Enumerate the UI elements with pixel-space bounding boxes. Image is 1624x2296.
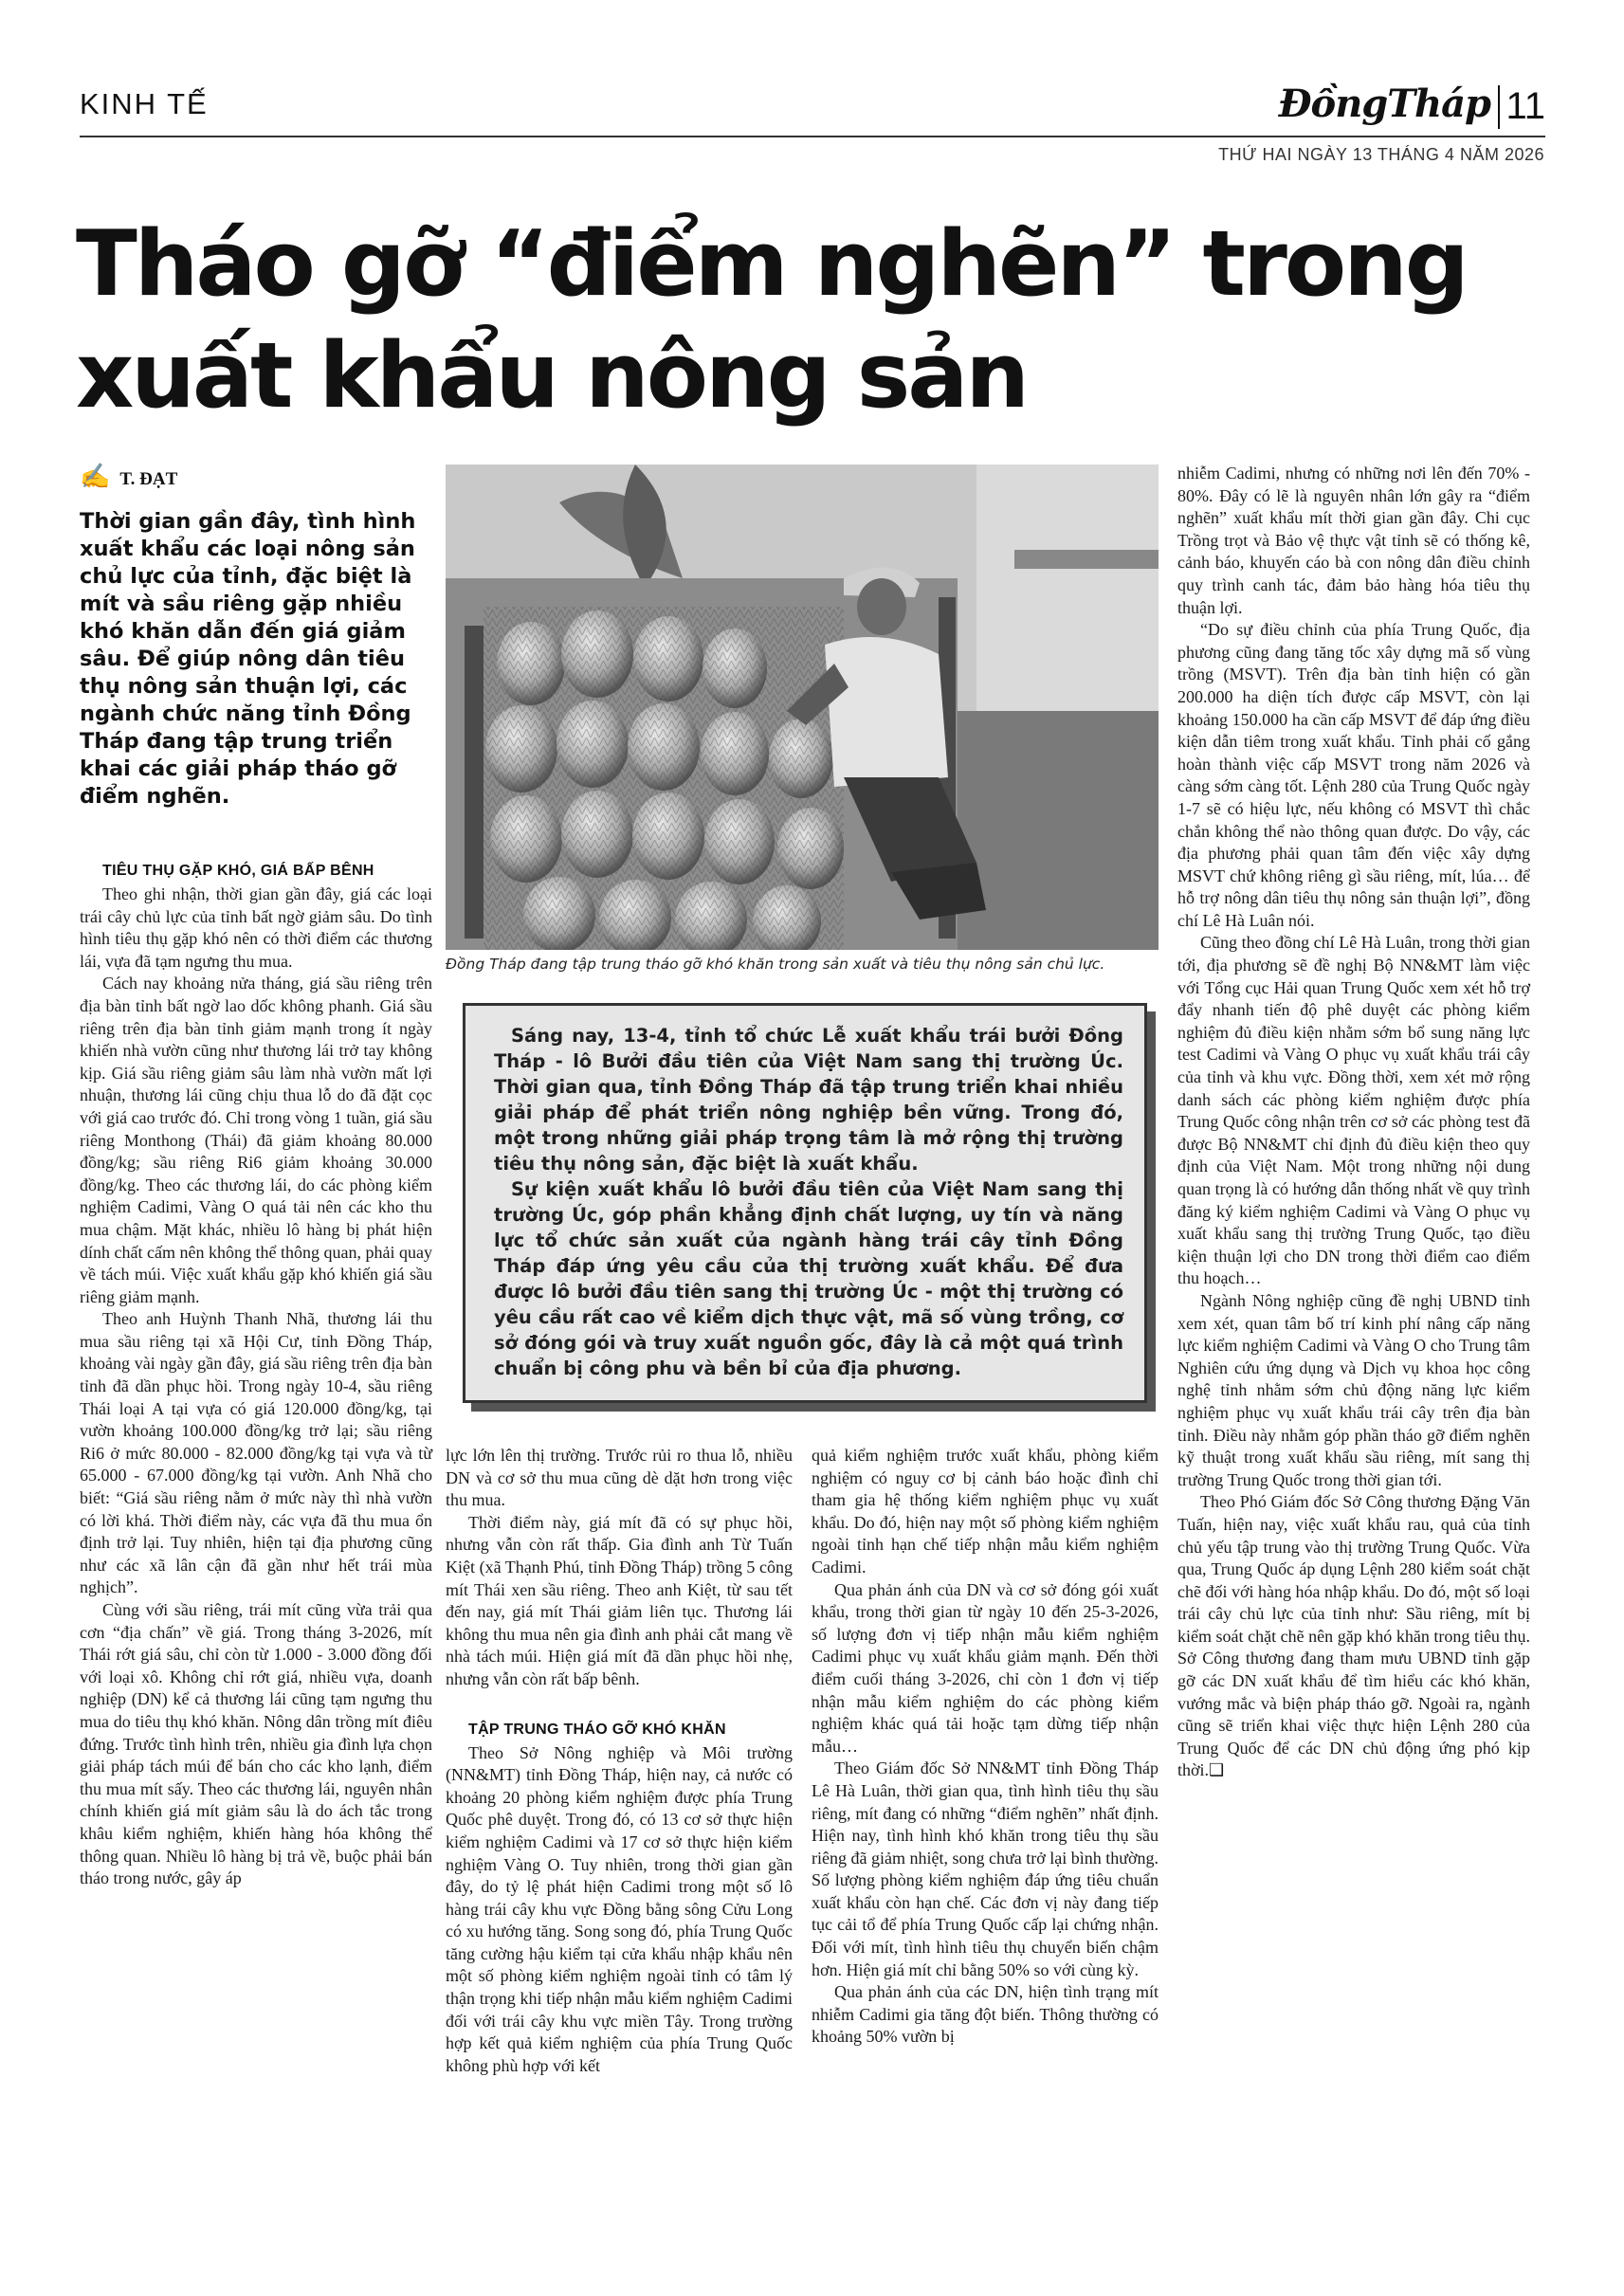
paragraph: Theo Giám đốc Sở NN&MT tỉnh Đồng Tháp Lê Hà Luân, thời gian qua, tình hình tiêu thụ sầu riêng, mít đang có những “điểm nghẽn” nhất định. Hiện nay, tình hình khó khăn trong tiêu thụ sầu riêng đã giảm nhiệt, song chưa trở lại bình thường. Số lượng phòng kiểm nghiệm đáp ứng tiêu chuẩn xuất khẩu còn hạn chế. Các đơn vị này đang tiếp tục cải tổ để phía Trung Quốc cấp lại chứng nhận. Đối với mít, tình hình tiêu thụ chuyển biến chậm hơn. Hiện giá mít chỉ bằng 50% so với cùng kỳ. [812, 1758, 1159, 1979]
article-headline [76, 209, 1555, 432]
highlight-paragraph: Sự kiện xuất khẩu lô bưởi đầu tiên của Việt Nam sang thị trường Úc, góp phần khẳng định chất lượng, uy tín và năng lực tổ chức sản xuất của ngành hàng trái cây tỉnh Đồng Tháp đáp ứng yêu cầu của thị trường xuất khẩu. Để đưa được lô bưởi đầu tiên sang thị trường Úc - một thị trường có yêu cầu rất cao về kiểm dịch thực vật, mã số vùng trồng, cơ sở đóng gói và truy xuất nguồn gốc, đây là cả một quá trình chuẩn bị công phu và bền bỉ của địa phương. [494, 1178, 1123, 1379]
page-number: 11 [1505, 85, 1545, 127]
article-lead: Thời gian gần đây, tình hình xuất khẩu các loại nông sản chủ lực của tỉnh, đặc biệt là mít và sầu riêng gặp nhiều khó khăn dẫn đến giá giảm sâu. Để giúp nông dân tiêu thụ nông sản thuận lợi, các ngành chức năng tỉnh Đồng Tháp đang tập trung triển khai các giải pháp tháo gỡ điểm nghẽn. [80, 509, 416, 809]
article-photo [446, 465, 1159, 950]
newspaper-logo: ĐồngTháp [1278, 82, 1490, 126]
paragraph: Qua phản ánh của các DN, hiện tình trạng mít nhiễm Cadimi gia tăng đột biến. Thông thường có khoảng 50% vườn bị [812, 1982, 1159, 2047]
durian-truck-photo [446, 465, 1159, 950]
paragraph: quả kiểm nghiệm trước xuất khẩu, phòng kiểm nghiệm có nguy cơ bị cảnh báo hoặc đình chỉ tham gia hệ thống kiểm nghiệm phục vụ xuất khẩu. Do đó, hiện nay một số phòng kiểm nghiệm ngoài tỉnh hạn chế tiếp nhận mẫu kiểm nghiệm Cadimi. [812, 1446, 1159, 1576]
section-label: KINH TẾ [80, 87, 209, 120]
paragraph: Cùng với sầu riêng, trái mít cũng vừa trải qua cơn “địa chấn” về giá. Trong tháng 3-2026, mít Thái rớt giá sâu, chỉ còn từ 1.000 - 3.000 đồng đối với loại xô. Không chỉ rớt giá, nhiều vựa, doanh nghiệp (DN) kể cả thương lái cũng tạm ngưng thu mua do tiêu thụ khó khăn. Nông dân trồng mít điêu đứng. Trước tình hình trên, nhiều gia đình lựa chọn giải pháp tách múi để bán cho các kho lạnh, điểm thu mua mít sấy. Theo các thương lái, nguyên nhân chính khiến giá mít giảm sâu là do ách tắc trong khâu kiểm nghiệm, khiến hàng hóa không thể thông quan. Nhiều lô hàng bị trả về, buộc phải bán tháo trong nước, gây áp [80, 1600, 432, 1888]
byline [80, 463, 177, 491]
photo-caption: Đồng Tháp đang tập trung tháo gỡ khó khăn trong sản xuất và tiêu thụ nông sản chủ lực. [446, 956, 1105, 973]
paragraph: Theo Sở Nông nghiệp và Môi trường (NN&MT) tỉnh Đồng Tháp, hiện nay, cả nước có khoảng 20 phòng kiểm nghiệm được phía Trung Quốc phê duyệt. Trong đó, có 13 cơ sở thực hiện kiểm nghiệm Cadimi và 17 cơ sở thực hiện kiểm nghiệm Vàng O. Tuy nhiên, trong thời gian gần đây, do tỷ lệ phát hiện Cadimi trong một số lô hàng trái cây khu vực Đồng bằng sông Cửu Long có xu hướng tăng. Song song đó, phía Trung Quốc tăng cường hậu kiểm tại cửa khẩu nhập khẩu nên một số phòng kiểm nghiệm ngoài tỉnh có tâm lý thận trọng khi tiếp nhận mẫu kiểm nghiệm Cadimi đối với trái cây khu vực miền Tây. Trong trường hợp kết quả kiểm nghiệm của phía Trung Quốc không phù hợp với kết [446, 1742, 793, 2075]
headline-line-2: xuất khẩu nông sản [76, 324, 1028, 428]
paragraph: Thời điểm này, giá mít đã có sự phục hồi, nhưng vẫn còn rất thấp. Gia đình anh Từ Tuấn Kiệt (xã Thạnh Phú, tỉnh Đồng Tháp) trồng 5 công mít Thái xen sầu riêng. Theo anh Kiệt, từ sau tết đến nay, giá mít Thái giảm liên tục. Thương lái không thu mua nên gia đình anh phải cắt mang về nhà tách múi. Hiện giá mít đã dần phục hồi nhẹ, nhưng vẫn còn rất bấp bênh. [446, 1512, 793, 1688]
paragraph: lực lớn lên thị trường. Trước rủi ro thua lỗ, nhiều DN và cơ sở thu mua cũng dè dặt hơn trong việc thu mua. [446, 1446, 793, 1510]
subheading-solutions: TẬP TRUNG THÁO GỠ KHÓ KHĂN [468, 1721, 726, 1738]
paragraph: Cũng theo đồng chí Lê Hà Luân, trong thời gian tới, địa phương sẽ đề nghị Bộ NN&MT làm việc với Tổng cục Hải quan Trung Quốc xem xét hỗ trợ đẩy nhanh tiến độ phê duyệt các phòng kiểm nghiệm đủ điều kiện nhằm sớm bổ sung năng lực test Cadimi và Vàng O phục vụ xuất khẩu trái cây của tỉnh và khu vực. Đồng thời, xem xét mở rộng danh sách các phòng kiểm nghiệm được phía Trung Quốc công nhận trên cơ sở các phòng test đã được Bộ NN&MT chỉ định đủ điều kiện theo quy định của Việt Nam. Một trong những nội dung quan trọng là có hướng dẫn thống nhất về quy trình đăng ký kiểm nghiệm Cadimi và Vàng O phục vụ xuất khẩu sang thị trường Trung Quốc, tạo điều kiện thuận lợi cho DN trong thời điểm cao điểm thu hoạch… [1177, 933, 1530, 1288]
paragraph: Cách nay khoảng nửa tháng, giá sầu riêng trên địa bàn tỉnh bất ngờ lao dốc không phanh. Giá sầu riêng trên địa bàn tỉnh giảm mạnh trong ít ngày khiến nhà vườn cũng như thương lái trở tay không kịp. Giá sầu riêng giảm sâu làm nhà vườn mất lợi nhuận, thương lái cũng chịu thua lỗ do đã đặt cọc với giá cao trước đó. Chỉ trong vòng 1 tuần, giá sầu riêng Monthong (Thái) đã giảm khoảng 80.000 đồng/kg; sầu riêng Ri6 giảm khoảng 30.000 đồng/kg. Theo các thương lái, do các phòng kiểm nghiệm Cadimi, Vàng O quá tải nên các kho thu mua chậm. Mặt khác, nhiều lô hàng bị phát hiện dính chất cấm nên không thể thông quan, phải quay về tách múi. Việc xuất khẩu gặp khó khiến giá sầu riêng giảm mạnh. [80, 974, 432, 1306]
subheading-consumption: TIÊU THỤ GẶP KHÓ, GIÁ BẤP BÊNH [102, 863, 374, 879]
author-name: T. ĐẠT [119, 469, 178, 489]
paragraph: Theo ghi nhận, thời gian gần đây, giá các loại trái cây chủ lực của tỉnh bất ngờ giảm sâu. Do tình hình tiêu thụ gặp khó nên có thời điểm các thương lái, vựa đã tạm ngưng thu mua. [80, 884, 432, 971]
issue-date: THỨ HAI NGÀY 13 THÁNG 4 NĂM 2026 [1218, 145, 1544, 164]
paragraph: Theo anh Huỳnh Thanh Nhã, thương lái thu mua sầu riêng tại xã Hội Cư, tỉnh Đồng Tháp, khoảng vài ngày gần đây, giá sầu riêng trên địa bàn tỉnh đã dần phục hồi. Trong ngày 10-4, sầu riêng Thái loại A tại vựa có giá 120.000 đồng/kg, tại vườn khoảng 100.000 đồng/kg trở lại; sầu riêng Ri6 ở mức 80.000 - 82.000 đồng/kg tại vựa và từ 65.000 - 67.000 đồng/kg tại vườn. Anh Nhã cho biết: “Giá sầu riêng nằm ở mức này thì nhà vườn có lời khá. Thời điểm này, các vựa đã thu mua ổn định trở lại. Tuy nhiên, hiện tại địa phương cũng như các xã lân cận đã gần như hết trái mùa nghịch”. [80, 1309, 432, 1597]
paragraph: “Do sự điều chỉnh của phía Trung Quốc, địa phương cũng đang tăng tốc xây dựng mã số vùng trồng (MSVT). Trên địa bàn tỉnh hiện có gần 200.000 ha diện tích được cấp MSVT, còn lại khoảng 150.000 ha cần cấp MSVT để đáp ứng điều kiện dẫn tiêm trong xuất khẩu. Tỉnh phải cố gắng hoàn thành việc cấp MSVT trong năm 2026 và càng sớm càng tốt. Lệnh 280 của Trung Quốc ngày 1-7 sẽ có hiệu lực, nếu không có MSVT thì chắc chắn không thể nào thông quan được. Do vậy, các địa phương phải quan tâm đến việc xây dựng MSVT chứ không riêng gì sầu riêng, mít, lúa… để hỗ trợ nông dân tiêu thụ nông sản thuận lợi”, đồng chí Lê Hà Luân nói. [1177, 620, 1530, 930]
column-3 [812, 1445, 1159, 2049]
column-4 [1177, 463, 1530, 1782]
highlight-box [463, 1003, 1147, 1403]
page-header [80, 82, 1545, 133]
paragraph: nhiễm Cadimi, nhưng có những nơi lên đến 70% - 80%. Đây có lẽ là nguyên nhân lớn gây ra “điểm nghẽn” xuất khẩu mít thời gian gần đây. Chi cục Trồng trọt và Bảo vệ thực vật tỉnh sẽ có thống kê, cảnh báo, khuyến cáo bà con nông dân điều chỉnh quy trình canh tác, đảm bảo hàng hóa tiêu thụ thuận lợi. [1177, 464, 1530, 617]
column-2 [446, 1445, 793, 2077]
masthead-divider [1498, 85, 1500, 129]
highlight-paragraph: Sáng nay, 13-4, tỉnh tổ chức Lễ xuất khẩu trái bưởi Đồng Tháp - lô Bưởi đầu tiên của Việt Nam sang thị trường Úc. Thời gian qua, tỉnh Đồng Tháp đã tập trung triển khai nhiều giải pháp để phát triển nông nghiệp bền vững. Trong đó, một trong những giải pháp trọng tâm là mở rộng thị trường tiêu thụ nông sản, đặc biệt là xuất khẩu. [494, 1025, 1123, 1175]
paragraph: Ngành Nông nghiệp cũng đề nghị UBND tỉnh xem xét, quan tâm bố trí kinh phí nâng cấp năng lực kiểm nghiệm Cadimi và Vàng O cho Trung tâm Nghiên cứu ứng dụng và Dịch vụ khoa học công nghệ tỉnh nhằm sớm chủ động năng lực kiểm nghiệm phục vụ xuất khẩu trái cây trên địa bàn tỉnh. Điều này nhằm góp phần tháo gỡ điểm nghẽn kỹ thuật trong xuất khẩu sầu riêng, mít sang thị trường Trung Quốc trong thời gian tới. [1177, 1290, 1530, 1489]
paragraph: Theo Phó Giám đốc Sở Công thương Đặng Văn Tuấn, hiện nay, việc xuất khẩu rau, quả của tỉnh chủ yếu tập trung vào thị trường Trung Quốc. Vừa qua, Trung Quốc áp dụng Lệnh 280 kiểm soát chặt chẽ đối với hàng hóa nhập khẩu. Do đó, một số loại trái cây chủ lực của tỉnh như: Sầu riêng, mít bị kiểm soát chặt chẽ nên gặp khó khăn trong tiêu thụ. Sở Công thương đang tham mưu UBND tỉnh gặp gỡ các DN xuất khẩu để tìm hiểu các khó khăn, vướng mắc và biện pháp tháo gỡ. Ngoài ra, ngành cũng sẽ triển khai việc thực hiện Lệnh 280 của Trung Quốc để các DN chủ động ứng phó kịp thời.❑ [1177, 1492, 1530, 1780]
paragraph: Qua phản ánh của DN và cơ sở đóng gói xuất khẩu, trong thời gian từ ngày 10 đến 25-3-2026, số lượng đơn vị tiếp nhận mẫu kiểm nghiệm Cadimi phục vụ xuất khẩu giảm mạnh. Đến thời điểm cuối tháng 3-2026, chỉ còn 1 đơn vị tiếp nhận mẫu kiểm nghiệm do các phòng kiểm nghiệm khác quá tải hoặc tạm dừng tiếp nhận mẫu… [812, 1579, 1159, 1756]
column-1 [80, 853, 432, 1890]
headline-line-1: Tháo gỡ “điểm nghẽn” trong [76, 212, 1467, 317]
pen-icon: ✍ [80, 463, 111, 490]
header-rule [80, 136, 1545, 137]
